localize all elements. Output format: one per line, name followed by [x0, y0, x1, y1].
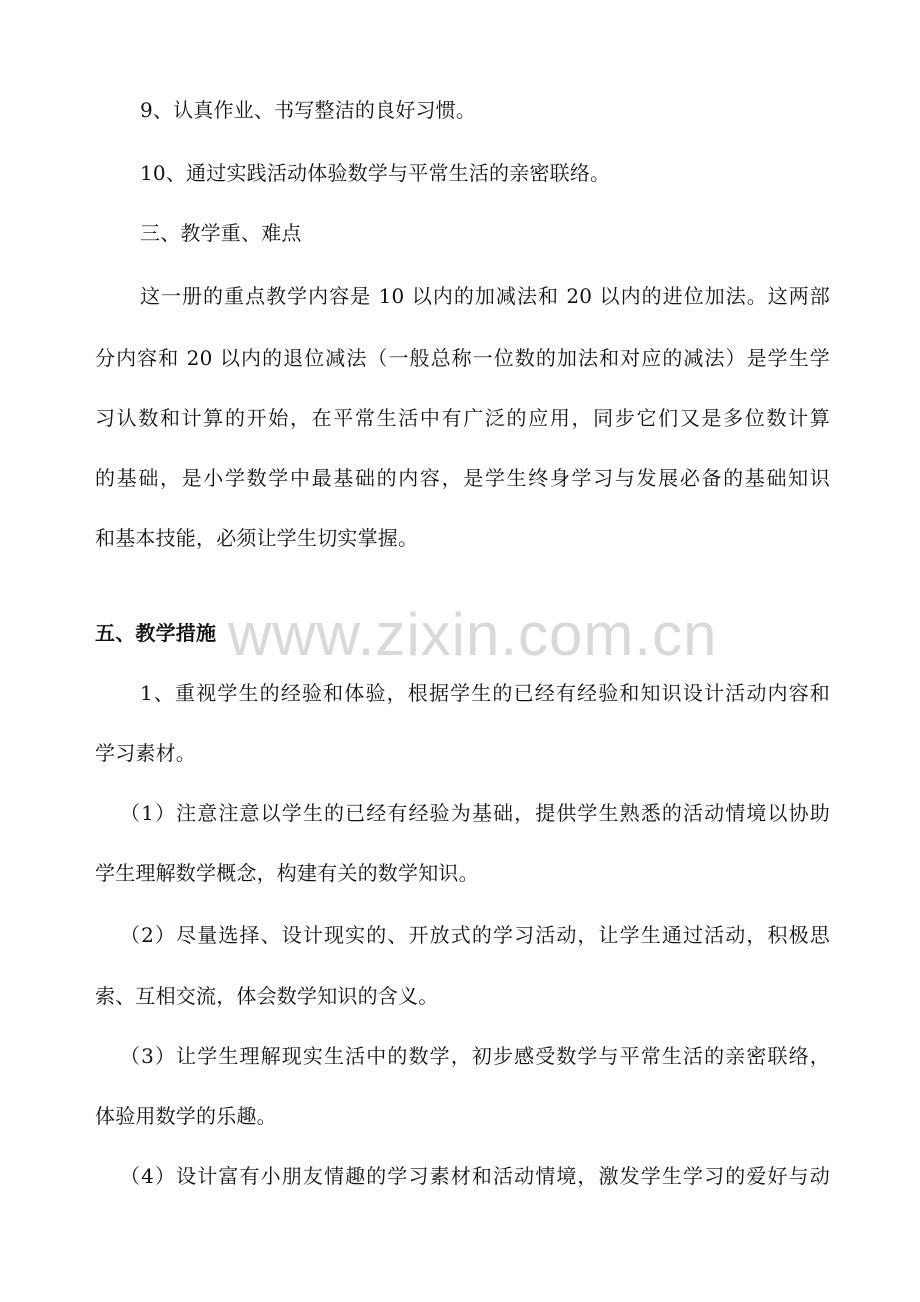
- paragraph-line: 的基础，是小学数学中最基础的内容，是学生终身学习与发展必备的基础知识: [95, 466, 830, 490]
- section-heading-measures: 五、教学措施: [95, 621, 217, 645]
- paragraph-line: 分内容和 20 以内的退位减法（一般总称一位数的加法和对应的减法）是学生学: [95, 346, 830, 370]
- watermark: www.zixin.com.cn: [228, 601, 718, 668]
- text-line-item-9: 9、认真作业、书写整洁的良好习惯。: [140, 98, 477, 122]
- paragraph-line: （3）让学生理解现实生活中的数学，初步感受数学与平常生活的亲密联络，: [120, 1044, 830, 1068]
- paragraph-line: 习认数和计算的开始，在平常生活中有广泛的应用，同步它们又是多位数计算: [95, 406, 830, 430]
- paragraph-line: 和基本技能，必须让学生切实掌握。: [95, 526, 419, 550]
- paragraph-line: 1、重视学生的经验和体验，根据学生的已经有经验和知识设计活动内容和: [140, 681, 830, 705]
- section-heading-difficulties: 三、教学重、难点: [140, 221, 302, 245]
- paragraph-line: 学生理解数学概念，构建有关的数学知识。: [95, 861, 479, 885]
- paragraph-line: （4）设计富有小朋友情趣的学习素材和活动情境，激发学生学习的爱好与动: [120, 1164, 830, 1188]
- text-line-item-10: 10、通过实践活动体验数学与平常生活的亲密联络。: [140, 161, 611, 185]
- paragraph-line: （2）尽量选择、设计现实的、开放式的学习活动，让学生通过活动，积极思: [120, 923, 830, 947]
- paragraph-line: 体验用数学的乐趣。: [95, 1104, 277, 1128]
- paragraph-line: 这一册的重点教学内容是 10 以内的加减法和 20 以内的进位加法。这两部: [140, 284, 830, 308]
- paragraph-line: 索、互相交流，体会数学知识的含义。: [95, 984, 439, 1008]
- paragraph-line: 学习素材。: [95, 741, 196, 765]
- paragraph-line: （1）注意注意以学生的已经有经验为基础，提供学生熟悉的活动情境以协助: [120, 801, 830, 825]
